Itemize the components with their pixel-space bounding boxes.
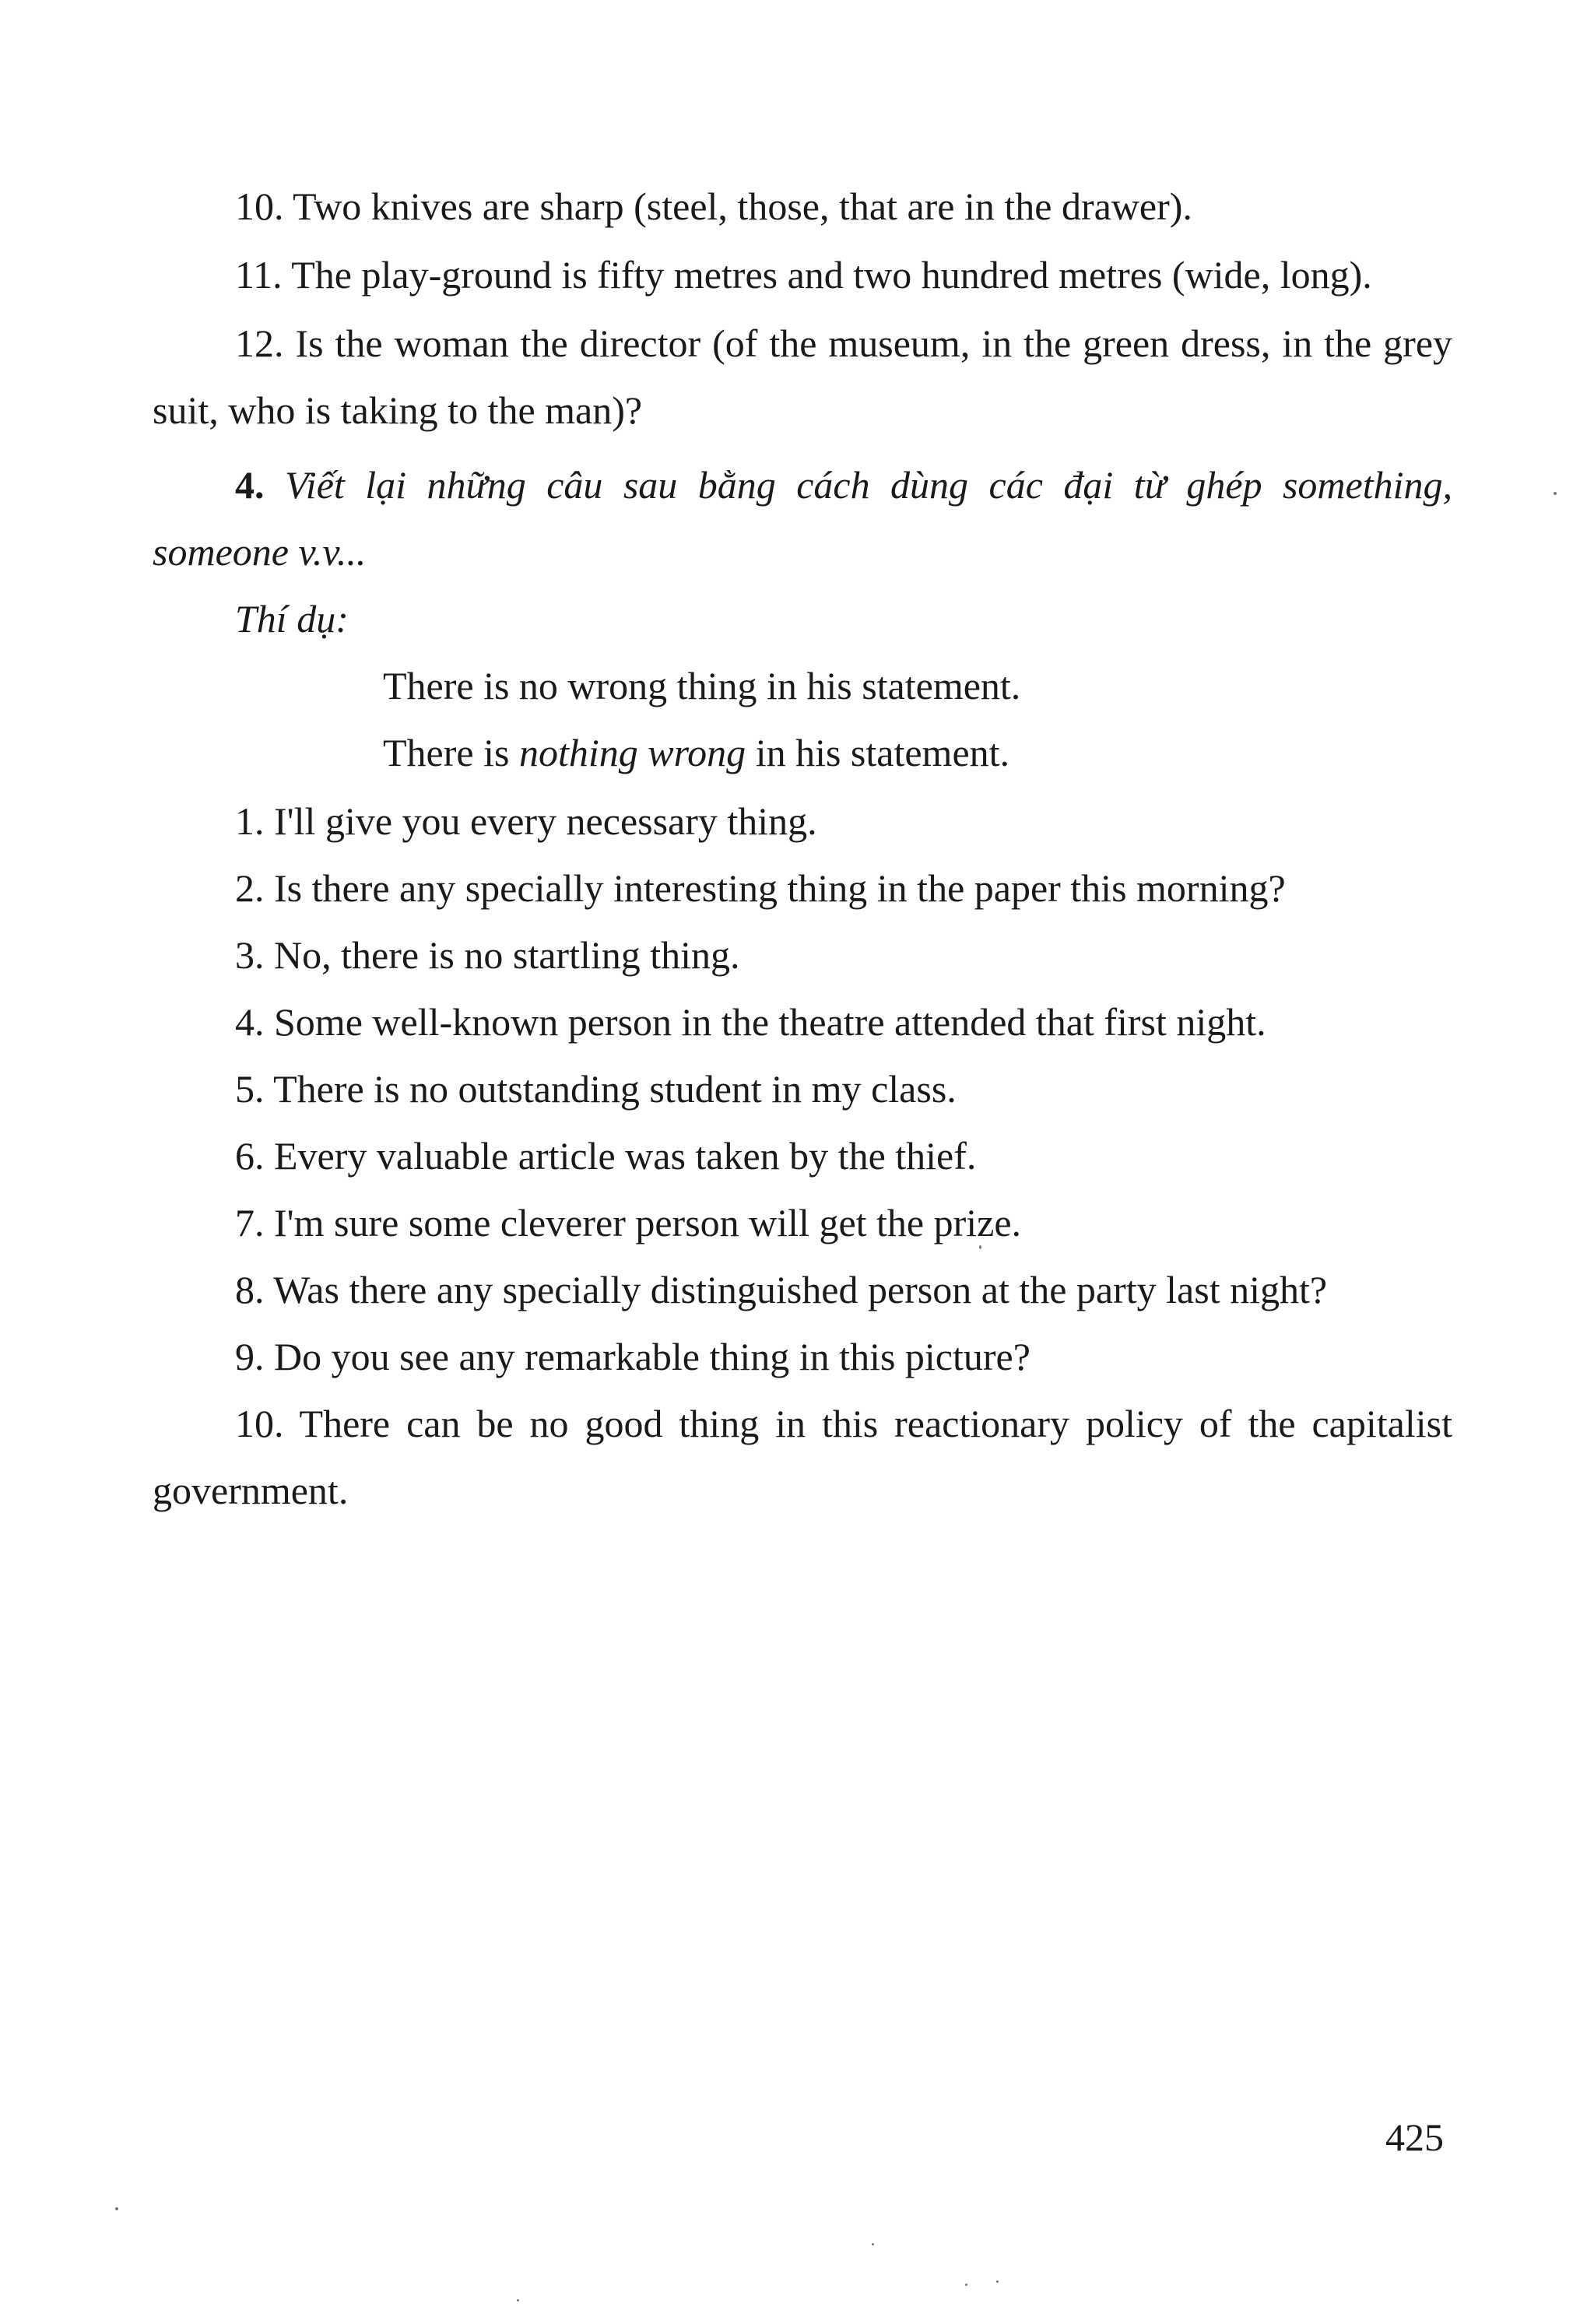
exercise-item: 5. There is no outstanding student in my class.: [235, 1067, 957, 1111]
scan-speck: [1554, 492, 1557, 495]
exercise-item: 2. Is there any specially interesting thing in the paper this morning?: [235, 866, 1286, 910]
item-prev-11: 11. The play-ground is fifty metres and two hundred metres (wide, long).: [235, 253, 1372, 297]
exercise-item: 8. Was there any specially distinguished person at the party last night?: [235, 1268, 1328, 1311]
exercise-item: 1. I'll give you every necessary thing.: [235, 799, 817, 843]
scan-speck: [115, 2207, 118, 2210]
exercise-item: 7. I'm sure some cleverer person will get the prize.: [235, 1201, 1022, 1244]
scan-speck: [872, 2243, 874, 2245]
example-line-2: There is nothing wrong in his statement.: [383, 731, 1010, 774]
example-emphasis: nothing wrong: [518, 731, 746, 774]
section-number: 4.: [235, 463, 265, 507]
item-prev-12: 12. Is the woman the director (of the museum, in the green dress, in the grey suit, who is taking to the man)?: [153, 321, 1453, 432]
scan-speck: [979, 1245, 981, 1249]
section-heading: [153, 451, 1452, 585]
scan-speck: [517, 2299, 519, 2301]
page-number: 425: [1385, 2115, 1444, 2159]
item-prev-10: 10. Two knives are sharp (steel, those, that are in the drawer).: [235, 184, 1192, 228]
exercise-item: 9. Do you see any remarkable thing in this picture?: [235, 1335, 1030, 1378]
exercise-item: 3. No, there is no startling thing.: [235, 933, 740, 977]
exercise-item: 4. Some well-known person in the theatre attended that first night.: [235, 1000, 1266, 1044]
page-body: [153, 173, 1452, 1524]
example-label: Thí dụ:: [235, 597, 349, 641]
scan-speck: [965, 2284, 967, 2286]
exercise-item: 6. Every valuable article was taken by the thief.: [235, 1134, 977, 1178]
scan-speck: [996, 2280, 999, 2283]
example-line-1: There is no wrong thing in his statement.: [383, 664, 1021, 707]
exercise-item: 10. There can be no good thing in this reactionary policy of the capitalist government.: [153, 1402, 1452, 1512]
exercise-list: [153, 788, 1452, 1524]
section-instruction: Viết lại những câu sau bằng cách dùng các đại từ ghép something, someone v.v...: [153, 463, 1453, 574]
